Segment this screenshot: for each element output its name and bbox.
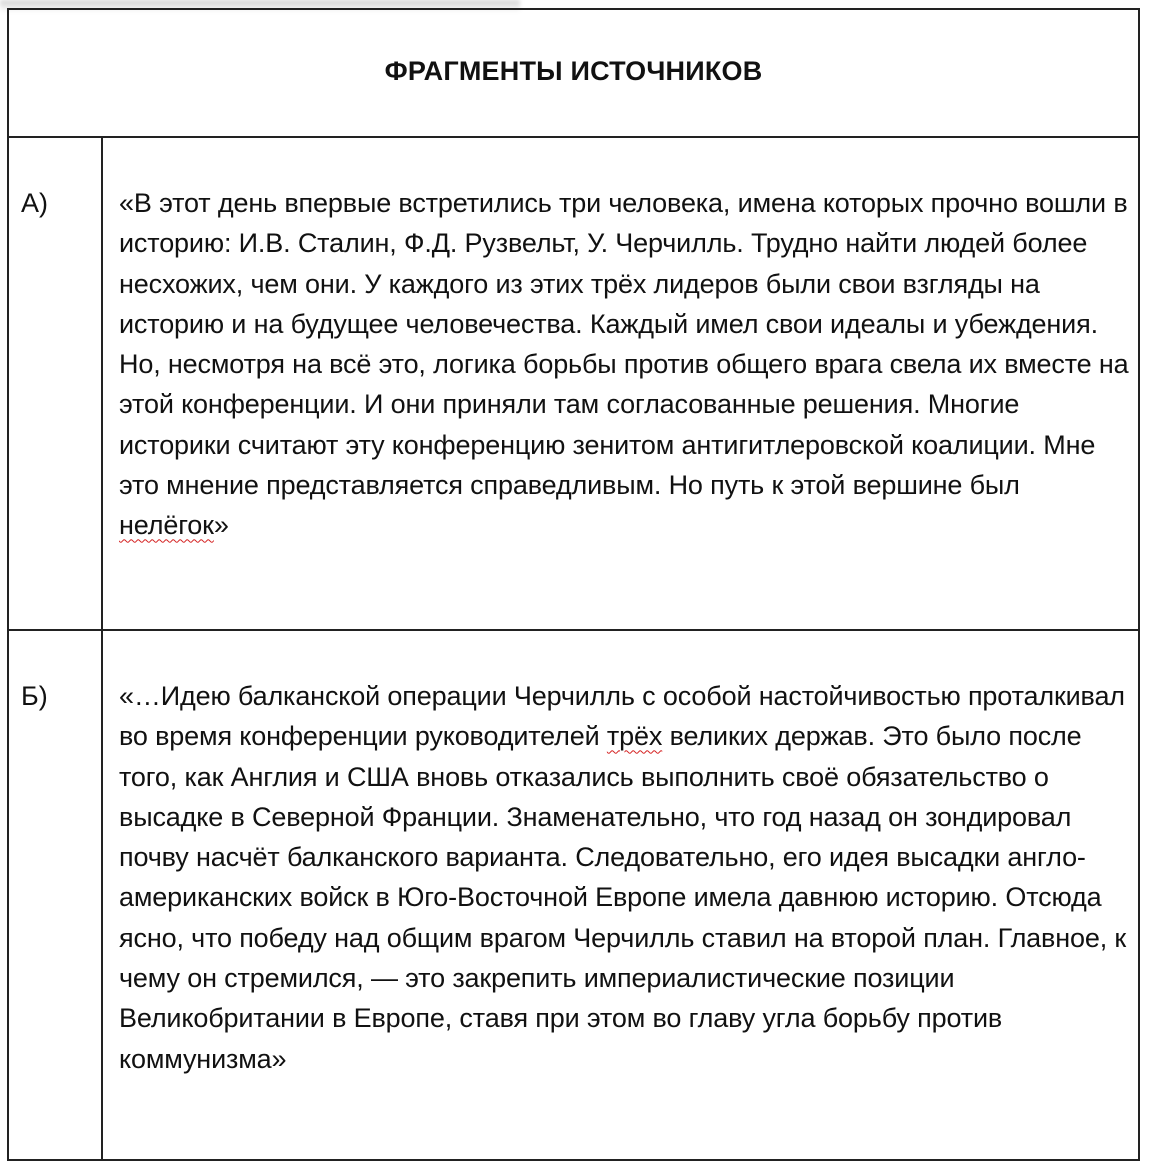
fragment-quote-a[interactable] — [119, 183, 1129, 546]
fragment-label-cell — [9, 138, 103, 629]
spellcheck-flagged-word[interactable]: трёх — [606, 721, 663, 752]
fragment-text-cell — [103, 138, 1138, 629]
fragment-text-cell — [103, 631, 1138, 1161]
quote-a-text-before: «В этот день впервые встретились три человека, имена которых прочно вошли в историю: И.В. Сталин, Ф.Д. Рузвельт, У. Черчилль. Трудно найти людей более несхожих, чем они. У каждого из этих трёх лидеров были свои взгляды на историю и на будущее человечества. Каждый имел свои идеалы и убеждения. Но, несмотря на всё это, логика борьбы против общего врага свела их вместе на этой конференции. И они приняли там согласованные решения. Многие историки считают эту конференцию зенитом антигитлеровской коалиции. Мне это мнение представляется справедливым. Но путь к этой вершине был — [119, 188, 1129, 501]
fragment-row-b — [9, 631, 1138, 1161]
quote-b-text-before: «…Идею балканской операции Черчилль с особой настойчивостью проталкивал во время конференции руководителей — [119, 681, 1125, 752]
fragment-label-cell — [9, 631, 103, 1161]
fragment-label-a: А) — [21, 188, 48, 218]
spellcheck-flagged-word[interactable]: нелёгок — [119, 510, 214, 541]
table-header-cell — [9, 10, 1138, 138]
fragment-label-b: Б) — [21, 681, 48, 711]
quote-a-text-after: » — [213, 510, 229, 541]
table-title: ФРАГМЕНТЫ ИСТОЧНИКОВ — [384, 55, 763, 86]
fragment-quote-b[interactable] — [119, 676, 1129, 1079]
fragment-row-a — [9, 138, 1138, 631]
quote-b-text-after: великих держав. Это было после того, как Англия и США вновь отказались выполнить своё обязательство о высадке в Северной Франции. Знаменательно, что год назад он зондировал почву насчёт балканского варианта. Следовательно, его идея высадки англо-американских войск в Юго-Восточной Европе имела давнюю историю. Отсюда ясно, что победу над общим врагом Черчилль ставил на второй план. Главное, к чему он стремился, — это закрепить империалистические позиции Великобритании в Европе, ставя при этом во главу угла борьбу против коммунизма» — [119, 721, 1127, 1074]
sources-table — [7, 8, 1140, 1161]
